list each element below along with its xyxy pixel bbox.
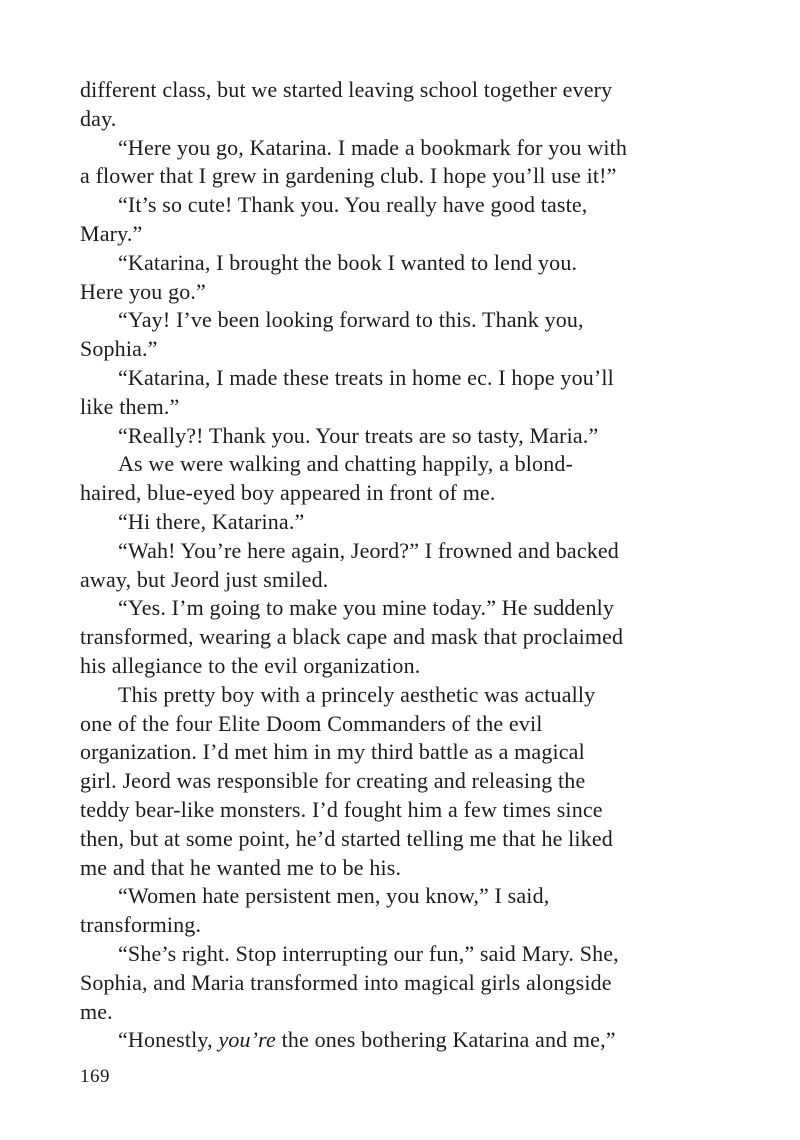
text-line bbox=[80, 1026, 740, 1055]
text-line bbox=[80, 508, 740, 537]
text-line bbox=[80, 825, 740, 854]
text-line bbox=[80, 335, 740, 364]
text-segment: “Women hate persistent men, you know,” I said, bbox=[118, 883, 550, 909]
text-segment: his allegiance to the evil organization. bbox=[80, 652, 421, 678]
text-line bbox=[80, 738, 740, 767]
text-segment: “Yes. I’m going to make you mine today.” He suddenly bbox=[118, 595, 614, 621]
text-line bbox=[80, 537, 740, 566]
text-segment: the ones bothering Katarina and me,” bbox=[275, 1027, 616, 1053]
text-segment: transforming. bbox=[80, 912, 202, 938]
text-segment: “Hi there, Katarina.” bbox=[118, 508, 305, 534]
text-line bbox=[80, 249, 740, 278]
text-segment: girl. Jeord was responsible for creating and releasing the bbox=[80, 768, 586, 794]
text-segment: Sophia, and Maria transformed into magical girls alongside bbox=[80, 969, 612, 995]
text-segment: organization. I’d met him in my third battle as a magical bbox=[80, 739, 585, 765]
text-segment: Sophia.” bbox=[80, 336, 158, 362]
text-line bbox=[80, 969, 740, 998]
text-segment: me. bbox=[80, 998, 113, 1024]
text-segment: This pretty boy with a princely aesthetic was actually bbox=[118, 681, 596, 707]
text-segment: “Yay! I’ve been looking forward to this. Thank you, bbox=[118, 307, 584, 333]
text-segment: Mary.” bbox=[80, 220, 143, 246]
text-line bbox=[80, 393, 740, 422]
text-line bbox=[80, 422, 740, 451]
text-segment: “It’s so cute! Thank you. You really have good taste, bbox=[118, 192, 588, 218]
text-segment: “Katarina, I made these treats in home ec. I hope you’ll bbox=[118, 364, 614, 390]
text-segment: then, but at some point, he’d started telling me that he liked bbox=[80, 825, 613, 851]
text-line bbox=[80, 220, 740, 249]
text-segment: “Wah! You’re here again, Jeord?” I frowned and backed bbox=[118, 537, 619, 563]
text-segment: away, but Jeord just smiled. bbox=[80, 566, 329, 592]
text-line bbox=[80, 940, 740, 969]
text-segment: a flower that I grew in gardening club. I hope you’ll use it!” bbox=[80, 163, 617, 189]
text-line bbox=[80, 681, 740, 710]
text-line bbox=[80, 450, 740, 479]
text-line bbox=[80, 911, 740, 940]
text-line bbox=[80, 162, 740, 191]
text-line bbox=[80, 479, 740, 508]
text-line bbox=[80, 76, 740, 105]
text-segment: day. bbox=[80, 105, 117, 131]
text-line bbox=[80, 105, 740, 134]
text-line bbox=[80, 566, 740, 595]
text-line bbox=[80, 594, 740, 623]
text-segment: “Honestly, bbox=[118, 1027, 219, 1053]
emphasized-text: you’re bbox=[218, 1027, 276, 1053]
text-line bbox=[80, 306, 740, 335]
text-segment: like them.” bbox=[80, 393, 180, 419]
text-line bbox=[80, 623, 740, 652]
text-line bbox=[80, 767, 740, 796]
text-segment: “She’s right. Stop interrupting our fun,” said Mary. She, bbox=[118, 940, 619, 966]
text-segment: “Katarina, I brought the book I wanted to lend you. bbox=[118, 249, 578, 275]
text-line bbox=[80, 364, 740, 393]
text-line bbox=[80, 134, 740, 163]
text-line bbox=[80, 998, 740, 1027]
text-segment: As we were walking and chatting happily, a blond- bbox=[118, 451, 573, 477]
text-line bbox=[80, 278, 740, 307]
text-segment: different class, but we started leaving school together every bbox=[80, 77, 613, 102]
text-line bbox=[80, 854, 740, 883]
text-line bbox=[80, 710, 740, 739]
text-segment: teddy bear-like monsters. I’d fought him a few times since bbox=[80, 796, 603, 822]
text-line bbox=[80, 796, 740, 825]
text-line bbox=[80, 652, 740, 681]
text-segment: me and that he wanted me to be his. bbox=[80, 854, 402, 880]
text-segment: Here you go.” bbox=[80, 278, 206, 304]
page-text bbox=[80, 76, 740, 1055]
text-segment: haired, blue-eyed boy appeared in front of me. bbox=[80, 480, 496, 506]
text-line bbox=[80, 882, 740, 911]
text-line bbox=[80, 191, 740, 220]
text-segment: transformed, wearing a black cape and mask that proclaimed bbox=[80, 624, 624, 650]
text-segment: “Here you go, Katarina. I made a bookmark for you with bbox=[118, 134, 628, 160]
text-segment: “Really?! Thank you. Your treats are so tasty, Maria.” bbox=[118, 422, 599, 448]
page-number: 169 bbox=[80, 1066, 110, 1087]
text-segment: one of the four Elite Doom Commanders of the evil bbox=[80, 710, 543, 736]
